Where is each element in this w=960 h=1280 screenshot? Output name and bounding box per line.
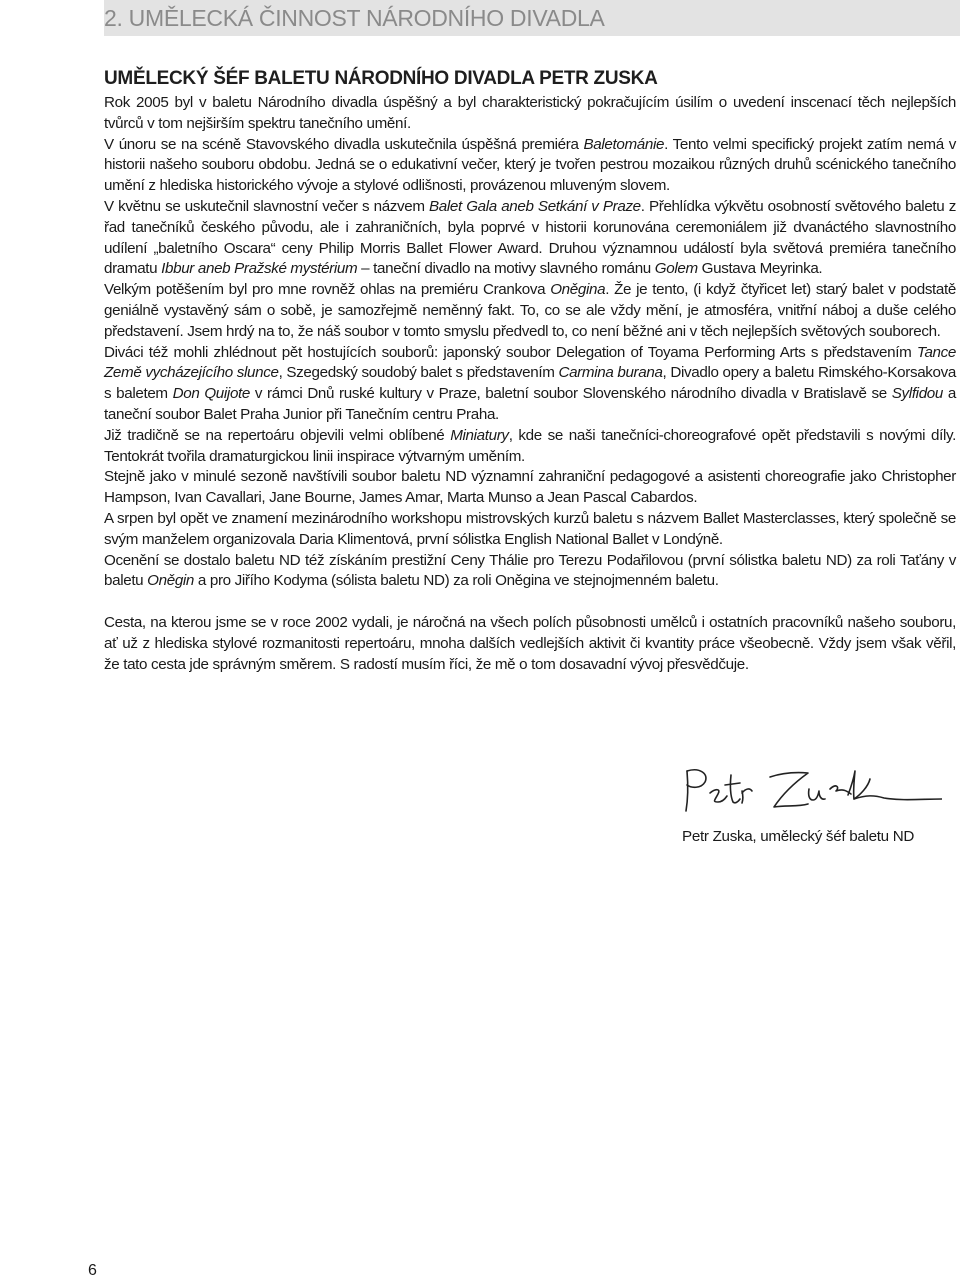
work-title: Oněgina	[550, 281, 606, 299]
paragraph-text: A srpen byl opět ve znamení mezinárodního workshopu mistrovských kurzů baletu s názvem Ballet Masterclasses, který společně se svým manželem organizovala Daria Klimentová, první sólistka English National Ballet v Londýně.	[104, 509, 956, 548]
paragraph-text: Ocenění se dostalo baletu ND též získáním prestižní Ceny Thálie pro Terezu Podařilovou (první sólistka baletu ND) za roli Taťány v baletu	[104, 551, 956, 590]
work-title: Baletománie	[583, 135, 665, 153]
paragraph-text: a taneční soubor Balet Praha Junior při Tanečním centru Praha.	[104, 385, 956, 423]
paragraph-text: , kde se naši tanečníci-choreografové opět představili s novými díly. Tentokrát tvořila dramaturgickou linii inspirace výtvarným uměním.	[104, 426, 956, 465]
work-title: Balet Gala aneb Setkání v Praze	[429, 197, 641, 215]
paragraph-text: Cesta, na kterou jsme se v roce 2002 vydali, je náročná na všech polích působnosti umělců i ostatních pracovníků našeho souboru, ať už z hlediska stylové rozmanitosti repertoáru, mnoha dalších vedlejších aktivit či kvantity práce všeobecně. Vždy jsem však věřil, že tato cesta jde správným směrem. S radostí musím říci, že mě o tom dosavadní vývoj přesvědčuje.	[104, 613, 956, 673]
work-title: Oněgin	[147, 572, 195, 590]
paragraph-text: . Že je tento, (i když čtyřicet let) starý balet v podstatě geniálně vystavěný sám o sobě, je samozřejmě neměnný fakt. To, co se ale vždy mění, je atmosféra, vnitřní náboj a duše celého představení. Jsem hrdý na to, že náš soubor v tomto smyslu předvedl to, co není běžné ani v těch nejlepších světových souborech.	[104, 281, 956, 340]
paragraph	[104, 426, 956, 468]
paragraph	[104, 551, 956, 593]
paragraph-text: a pro Jiřího Kodyma (sólista baletu ND) za roli Oněgina ve stejnojmenném baletu.	[194, 572, 719, 590]
paragraph-text: V únoru se na scéně Stavovského divadla uskutečnila úspěšná premiéra	[104, 135, 584, 153]
work-title: Golem	[654, 260, 698, 278]
paragraph-text: V květnu se uskutečnil slavnostní večer s názvem	[104, 197, 429, 215]
paragraph-text: Gustava Meyrinka.	[697, 260, 823, 278]
paragraph-text: , Divadlo opery a baletu Rimského-Korsakova s baletem	[104, 364, 956, 403]
handwritten-signature	[676, 765, 942, 825]
paragraph-text: . Tento velmi specifický projekt zatím nemá v historii našeho souboru obdobu. Jedná se o edukativní večer, který je tvořen pestrou mozaikou různých druhů scénického tanečního umění z hlediska historického vývoje a stylové odlišnosti, provázenou mluveným slovem.	[104, 135, 956, 195]
paragraph-text: . Přehlídka výkvětu osobností světového baletu z řad tanečníků českého původu, ale i zahraničních, byla poprvé v historii korunována ceremoniálem již dvanáctého slavnostního udílení „baletního Oscara“ ceny Philip Morris Ballet Flower Award. Druhou významnou událostí byla světová premiéra tanečního dramatu	[104, 197, 956, 278]
work-title: Carmina burana	[558, 364, 663, 382]
paragraph-text: Rok 2005 byl v baletu Národního divadla úspěšný a byl charakteristický pokračujícím úsilím o uvedení inscenací těch nejlepších tvůrců v tom nejširším spektru tanečního umění.	[104, 94, 956, 132]
paragraph-text: Stejně jako v minulé sezoně navštívili soubor baletu ND významní zahraniční pedagogové a asistenti choreografie jako Christopher Hampson, Ivan Cavallari, Jane Bourne, James Amar, Marta Munso a Jean Pascal Cabardos.	[104, 468, 956, 507]
paragraph-text: Již tradičně se na repertoáru objevili velmi oblíbené	[104, 426, 451, 444]
work-title: Ibbur aneb Pražské mystérium	[161, 260, 358, 278]
signature-caption: Petr Zuska, umělecký šéf baletu ND	[682, 828, 915, 845]
page-number: 6	[88, 1262, 97, 1279]
closing-paragraph	[104, 613, 956, 675]
paragraph	[104, 197, 956, 280]
chapter-title: 2. UMĚLECKÁ ČINNOST NÁRODNÍHO DIVADLA	[104, 5, 605, 31]
paragraph-text: v rámci Dnů ruské kultury v Praze, baletní soubor Slovenského národního divadla v Bratislavě se	[250, 385, 892, 403]
paragraph	[104, 135, 956, 197]
article-body	[104, 93, 956, 675]
paragraph	[104, 280, 956, 342]
chapter-header	[104, 0, 960, 36]
paragraph-text: Velkým potěšením byl pro mne rovněž ohlas na premiéru Crankova	[104, 281, 551, 299]
paragraph-text: Diváci též mohli zhlédnout pět hostujících souborů: japonský soubor Delegation of Toyama Performing Arts s představením	[104, 343, 917, 361]
paragraph-text: , Szegedský soudobý balet s představením	[278, 364, 559, 382]
work-title: Sylfidou	[891, 385, 943, 403]
work-title: Miniatury	[450, 426, 509, 444]
section-title: UMĚLECKÝ ŠÉF BALETU NÁRODNÍHO DIVADLA PETR ZUSKA	[104, 68, 658, 89]
paragraph	[104, 467, 956, 509]
paragraph	[104, 93, 956, 135]
paragraph	[104, 509, 956, 551]
paragraph-text: – taneční divadlo na motivy slavného románu	[357, 260, 655, 278]
work-title: Don Quijote	[172, 385, 251, 403]
work-title: Tance Země vycházejícího slunce	[104, 343, 956, 382]
paragraph	[104, 343, 956, 426]
